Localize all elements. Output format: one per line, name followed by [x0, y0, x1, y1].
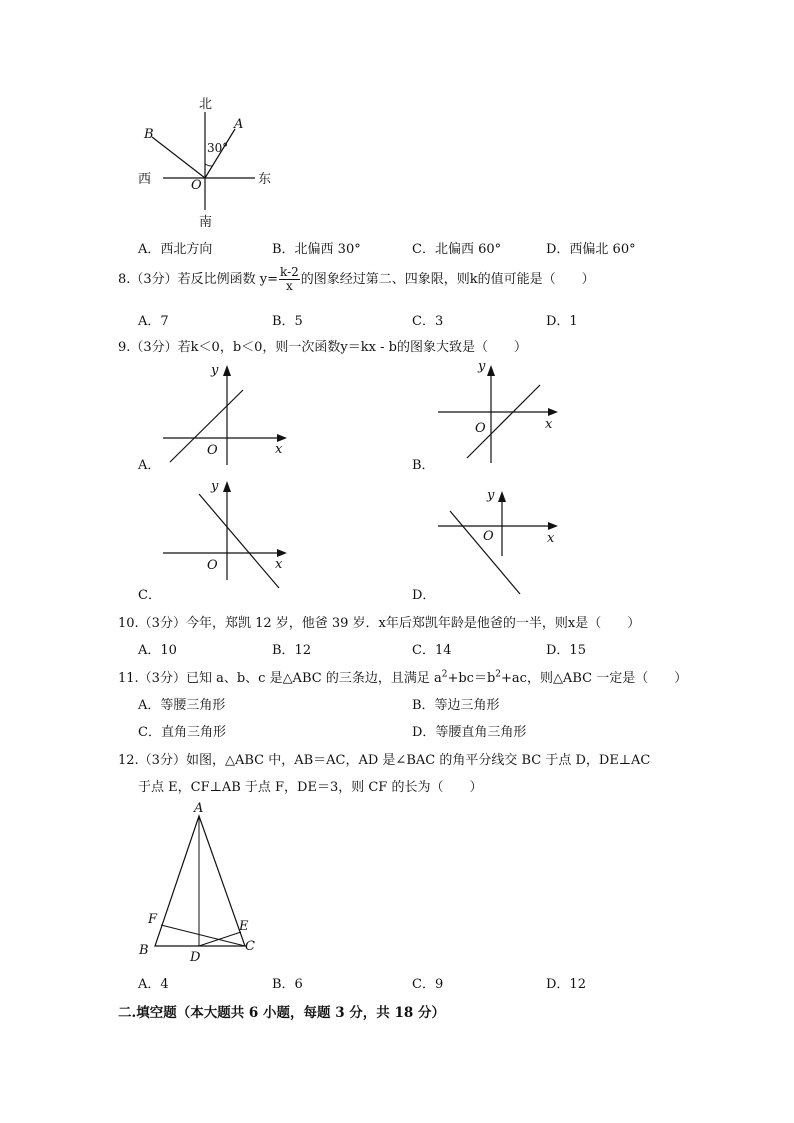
question-10-stem: 10.（3分）今年，郑凯 12 岁，他爸 39 岁．x年后郑凯年龄是他爸的一半，则x是（ ） [118, 616, 641, 631]
q9-option-c: C． [138, 588, 161, 603]
q9-option-b: B． [412, 458, 435, 473]
compass-point-a-label: A [234, 117, 244, 132]
q10-option-a: A．10 [138, 643, 177, 658]
q9a-y-label: y [211, 363, 219, 378]
compass-north-label: 北 [199, 97, 213, 112]
q9-graph-d [430, 484, 570, 599]
q12-label-f: F [148, 912, 158, 927]
q9a-x-label: x [275, 442, 283, 457]
q11-option-c: C．直角三角形 [138, 725, 226, 740]
q9d-y-label: y [487, 488, 495, 503]
q11-option-b: B．等边三角形 [412, 698, 500, 713]
q9c-y-label: y [211, 479, 219, 494]
q8-prefix: 8.（3分）若反比例函数 y= [118, 272, 279, 287]
q8-option-c: C．3 [412, 314, 444, 329]
q11-sup-1: 2 [441, 669, 448, 680]
q12-label-e: E [239, 919, 249, 934]
q11-stem-part1: 11.（3分）已知 a、b、c 是△ABC 的三条边，且满足 a [118, 671, 442, 686]
q11-stem-part3: +ac，则△ABC 一定是（ ） [501, 671, 688, 686]
question-12-line1: 12.（3分）如图，△ABC 中，AB＝AC，AD 是∠BAC 的角平分线交 BC 于点 D，DE⊥AC [118, 753, 651, 768]
compass-figure [130, 92, 280, 232]
q8-fraction-numerator: k-2 [280, 265, 299, 279]
q9d-origin-label: O [483, 529, 494, 544]
q7-option-b: B．北偏西 30° [272, 242, 361, 257]
compass-west-label: 西 [138, 172, 152, 187]
q8-option-b: B．5 [272, 314, 303, 329]
q12-option-c: C．9 [412, 977, 444, 992]
q8-fraction-denominator: x [286, 279, 293, 293]
q8-option-a: A．7 [138, 314, 169, 329]
q7-option-a: A．西北方向 [138, 242, 213, 257]
q7-option-d: D．西偏北 60° [546, 242, 636, 257]
q12-option-a: A．4 [138, 977, 169, 992]
compass-angle-label: 30° [207, 141, 229, 155]
question-9-stem: 9.（3分）若k＜0，b＜0，则一次函数y＝kx - b的图象大致是（ ） [118, 340, 527, 355]
q9b-x-label: x [545, 417, 553, 432]
q9c-origin-label: O [207, 558, 218, 573]
q9-option-a: A． [138, 458, 161, 473]
q9c-x-label: x [275, 557, 283, 572]
q9-option-d: D． [412, 588, 436, 603]
q9-graph-a [155, 360, 295, 470]
question-8-stem [118, 266, 595, 293]
q10-option-d: D．15 [546, 643, 586, 658]
q8-fraction [279, 266, 300, 293]
q9b-y-label: y [478, 359, 486, 374]
q7-option-c: C．北偏西 60° [412, 242, 502, 257]
q10-option-c: C．14 [412, 643, 452, 658]
q11-stem-part2: +bc＝b [447, 671, 496, 686]
compass-origin-label: O [191, 178, 202, 193]
q12-label-a: A [194, 801, 204, 816]
q10-option-b: B．12 [272, 643, 312, 658]
q8-option-d: D．1 [546, 314, 578, 329]
q12-label-c: C [245, 939, 255, 954]
q12-option-b: B．6 [272, 977, 303, 992]
q11-option-d: D．等腰直角三角形 [412, 725, 527, 740]
compass-south-label: 南 [199, 215, 213, 230]
q12-label-b: B [139, 943, 149, 958]
compass-east-label: 东 [258, 172, 272, 187]
q9d-x-label: x [547, 531, 555, 546]
q11-sup-2: 2 [495, 669, 502, 680]
q12-option-d: D．12 [546, 977, 586, 992]
question-12-line2: 于点 E，CF⊥AB 于点 F，DE＝3，则 CF 的长为（ ） [138, 780, 483, 795]
q9a-origin-label: O [207, 443, 218, 458]
q12-triangle-figure [135, 798, 265, 966]
q11-option-a: A．等腰三角形 [138, 698, 226, 713]
q12-label-d: D [190, 950, 201, 965]
q9b-origin-label: O [475, 421, 486, 436]
q9-graph-b [430, 358, 570, 468]
q9-graph-c [155, 476, 295, 601]
section-2-heading: 二.填空题（本大题共 6 小题，每题 3 分，共 18 分） [118, 1005, 445, 1021]
question-11-stem [118, 667, 687, 686]
q8-suffix: 的图象经过第二、四象限，则k的值可能是（ ） [300, 272, 595, 287]
compass-point-b-label: B [144, 127, 154, 142]
